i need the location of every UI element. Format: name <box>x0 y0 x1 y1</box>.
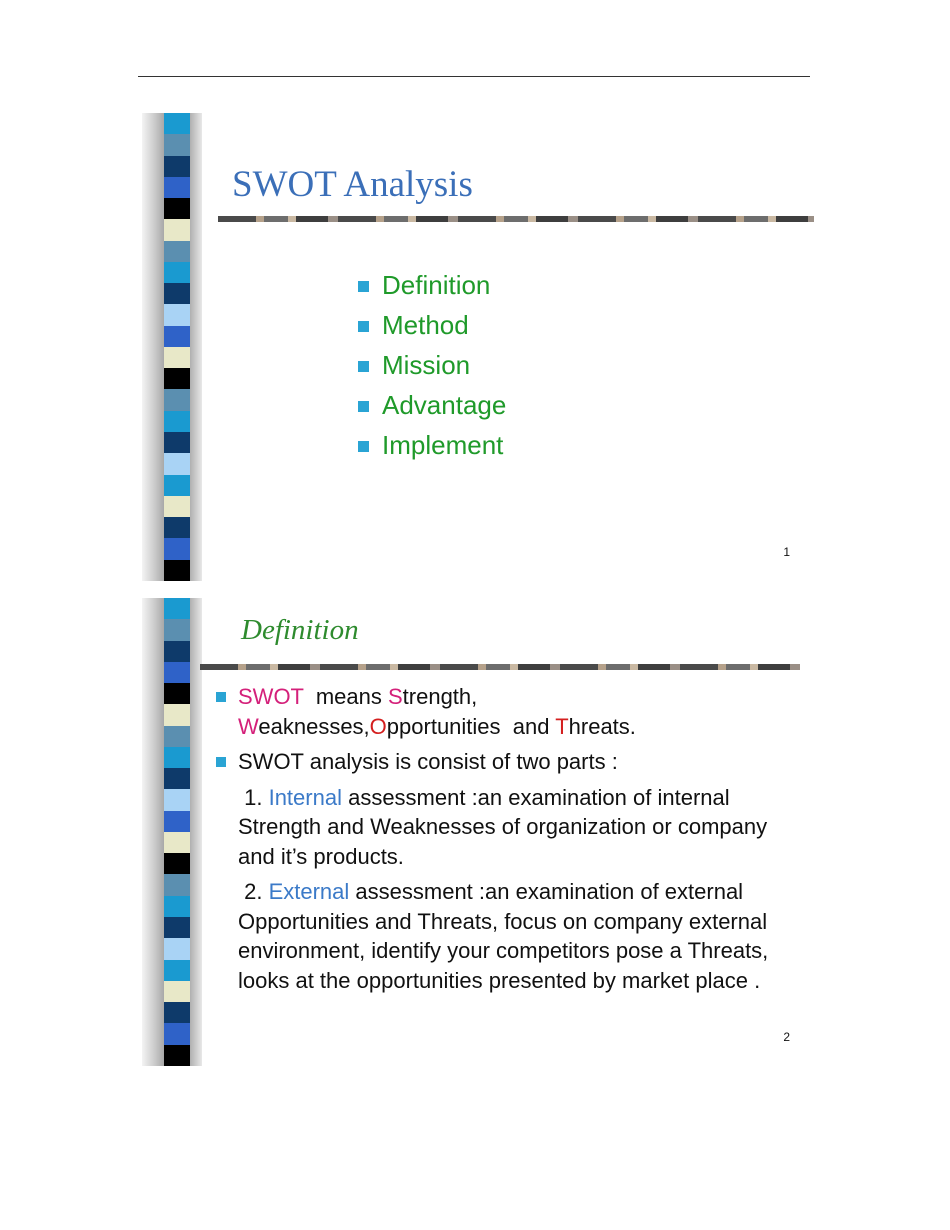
stripe-cell <box>164 960 190 981</box>
stripe-cell <box>164 156 190 177</box>
stripe-cell <box>164 1045 190 1066</box>
stripe-cell <box>164 389 190 410</box>
agenda-item: Method <box>358 308 506 348</box>
internal-assessment-paragraph: 1. Internal assessment :an examination of internal Strength and Weaknesses of organization or company and it’s products. <box>238 784 768 869</box>
decorative-stripe-bar <box>142 598 202 1066</box>
stripe-cell <box>164 1023 190 1044</box>
square-bullet-icon <box>358 321 369 332</box>
stripe-cell <box>164 241 190 262</box>
bullet-swot-meaning: SWOT means Strength, Weaknesses,Opportunities and Threats. <box>216 682 806 741</box>
slide-1 <box>140 113 820 581</box>
stripe-cell <box>164 134 190 155</box>
square-bullet-icon <box>216 757 226 767</box>
slide-page-number: 1 <box>783 545 790 559</box>
stripe-cell <box>164 704 190 725</box>
stripe-cell <box>164 683 190 704</box>
stripe-cell <box>164 938 190 959</box>
stripe-cell <box>164 662 190 683</box>
stripe-cell <box>164 496 190 517</box>
stripe-cell <box>164 475 190 496</box>
stripe-cell <box>164 538 190 559</box>
stripe-cell <box>164 113 190 134</box>
agenda-item: Advantage <box>358 388 506 428</box>
stripe-cell <box>164 517 190 538</box>
stripe-cell <box>164 198 190 219</box>
title-divider <box>200 664 800 670</box>
stripe-cells <box>164 113 190 581</box>
slide-2 <box>140 598 820 1066</box>
stripe-cell <box>164 368 190 389</box>
stripe-cell <box>164 304 190 325</box>
stripe-cell <box>164 832 190 853</box>
stripe-cell <box>164 177 190 198</box>
stripe-cell <box>164 219 190 240</box>
stripe-cell <box>164 283 190 304</box>
agenda-list <box>358 268 506 468</box>
slide-title: Definition <box>241 614 359 646</box>
square-bullet-icon <box>358 401 369 412</box>
stripe-cell <box>164 641 190 662</box>
stripe-cell <box>164 874 190 895</box>
square-bullet-icon <box>358 281 369 292</box>
stripe-cell <box>164 411 190 432</box>
stripe-cell <box>164 598 190 619</box>
decorative-stripe-bar <box>142 113 202 581</box>
bullet-swot-parts: SWOT analysis is consist of two parts : <box>216 747 806 777</box>
stripe-cell <box>164 560 190 581</box>
square-bullet-icon <box>216 692 226 702</box>
slide-title: SWOT Analysis <box>232 164 473 205</box>
stripe-cell <box>164 747 190 768</box>
page-top-rule <box>138 76 810 77</box>
slide-page-number: 2 <box>783 1030 790 1044</box>
stripe-cell <box>164 262 190 283</box>
stripe-cells <box>164 598 190 1066</box>
stripe-cell <box>164 726 190 747</box>
stripe-cell <box>164 347 190 368</box>
stripe-cell <box>164 853 190 874</box>
stripe-cell <box>164 326 190 347</box>
title-divider <box>218 216 814 222</box>
definition-body <box>216 682 806 995</box>
stripe-cell <box>164 981 190 1002</box>
square-bullet-icon <box>358 441 369 452</box>
stripe-cell <box>164 432 190 453</box>
stripe-cell <box>164 789 190 810</box>
square-bullet-icon <box>358 361 369 372</box>
agenda-item: Definition <box>358 268 506 308</box>
stripe-cell <box>164 768 190 789</box>
stripe-cell <box>164 619 190 640</box>
agenda-item: Mission <box>358 348 506 388</box>
stripe-cell <box>164 896 190 917</box>
stripe-cell <box>164 811 190 832</box>
stripe-cell <box>164 917 190 938</box>
external-assessment-paragraph: 2. External assessment :an examination of external Opportunities and Threats, focus on company external environment, identify your competitors pose a Threats, looks at the opportunities presented by market place . <box>238 879 769 993</box>
stripe-cell <box>164 453 190 474</box>
stripe-cell <box>164 1002 190 1023</box>
agenda-item: Implement <box>358 428 506 468</box>
